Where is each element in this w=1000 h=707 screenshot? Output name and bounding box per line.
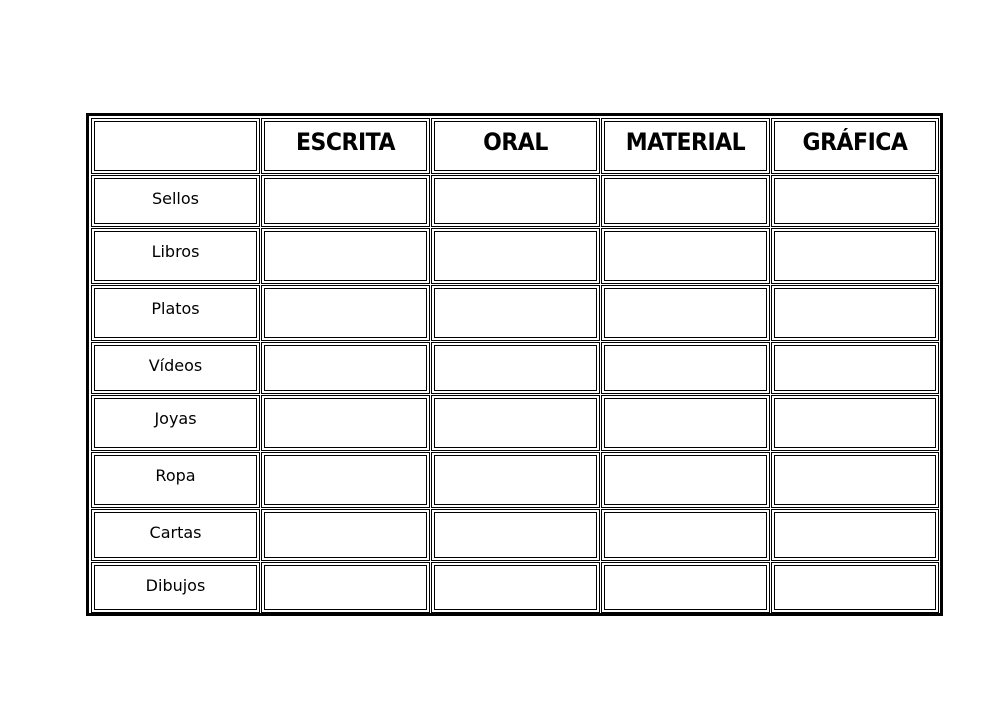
answer-cell[interactable] [601,509,770,561]
answer-cell[interactable] [261,342,430,394]
row-label: Sellos [151,189,199,208]
column-header-label: GRÁFICA [802,129,908,157]
row-label: Dibujos [145,576,206,595]
answer-cell[interactable] [261,452,430,508]
answer-cell[interactable] [431,562,600,613]
answer-cell[interactable] [601,175,770,227]
column-header-label: MATERIAL [625,129,746,157]
row-label-joyas [91,395,260,451]
answer-cell[interactable] [771,342,939,394]
answer-cell[interactable] [771,228,939,284]
row-label: Libros [151,242,200,261]
answer-cell[interactable] [431,509,600,561]
answer-cell[interactable] [261,562,430,613]
answer-cell[interactable] [261,509,430,561]
answer-cell[interactable] [771,175,939,227]
row-label-dibujos [91,562,260,613]
column-header-oral [431,118,600,174]
row-label: Joyas [154,409,197,428]
column-header-grafica [771,118,939,174]
answer-cell[interactable] [601,395,770,451]
answer-cell[interactable] [771,562,939,613]
answer-cell[interactable] [431,175,600,227]
row-label-platos [91,285,260,341]
answer-cell[interactable] [771,285,939,341]
row-label-ropa [91,452,260,508]
row-label-libros [91,228,260,284]
answer-cell[interactable] [431,395,600,451]
column-header-escrita [261,118,430,174]
column-header-label: ESCRITA [296,129,395,157]
answer-cell[interactable] [771,452,939,508]
row-label-videos [91,342,260,394]
answer-cell[interactable] [601,228,770,284]
answer-cell[interactable] [601,452,770,508]
column-header-material [601,118,770,174]
answer-cell[interactable] [601,562,770,613]
corner-cell [91,118,260,174]
classification-table [86,113,943,616]
answer-cell[interactable] [431,285,600,341]
row-label: Cartas [149,523,202,542]
answer-cell[interactable] [261,285,430,341]
row-label-cartas [91,509,260,561]
answer-cell[interactable] [261,395,430,451]
answer-cell[interactable] [601,342,770,394]
answer-cell[interactable] [431,342,600,394]
row-label: Vídeos [148,356,203,375]
answer-cell[interactable] [771,509,939,561]
answer-cell[interactable] [261,228,430,284]
row-label-sellos [91,175,260,227]
row-label: Ropa [155,466,196,485]
answer-cell[interactable] [771,395,939,451]
column-header-label: ORAL [483,129,548,157]
answer-cell[interactable] [261,175,430,227]
answer-cell[interactable] [431,452,600,508]
answer-cell[interactable] [431,228,600,284]
row-label: Platos [151,299,200,318]
answer-cell[interactable] [601,285,770,341]
